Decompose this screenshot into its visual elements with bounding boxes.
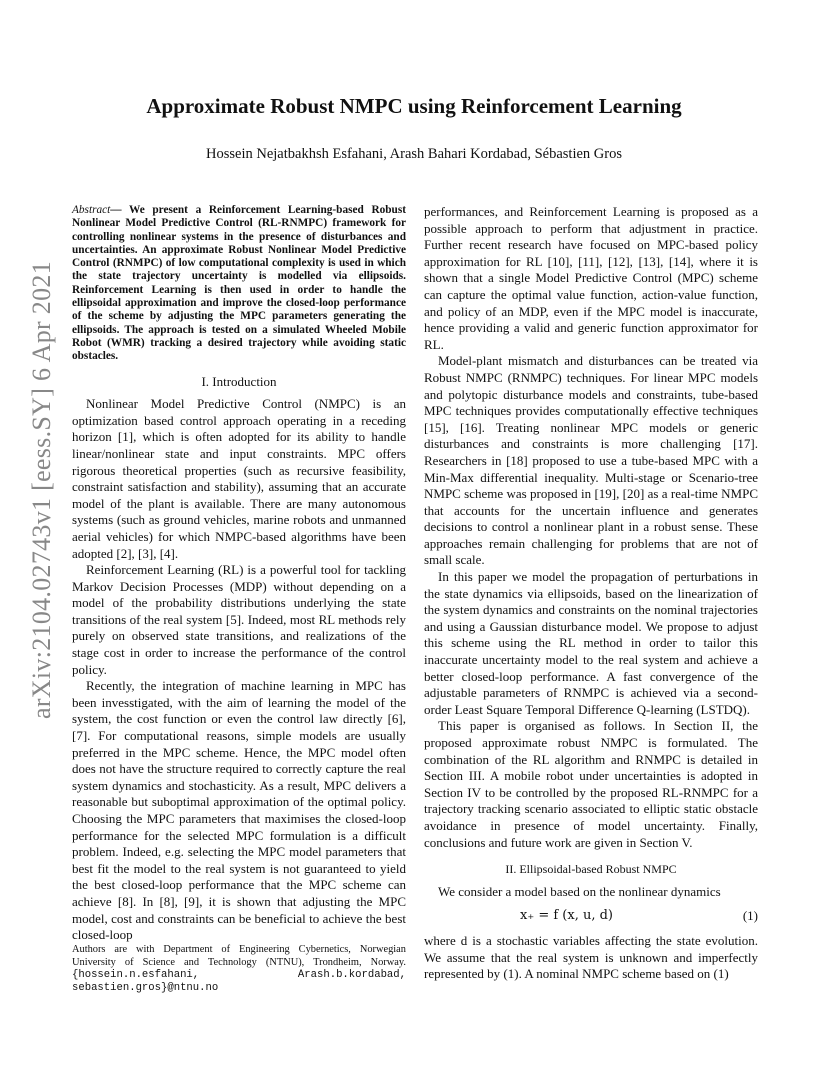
- arxiv-identifier-text: arXiv:2104.02743v1 [eess.SY] 6 Apr 2021: [27, 261, 56, 719]
- intro-paragraph-2: Reinforcement Learning (RL) is a powerful tool for tackling Markov Decision Processes (MDP) without depending on a model of the probability distributions underlying the state transitions of the real system [5]. Indeed, most RL methods rely purely on observed state transitions, and realizations of the stage cost in order to increase the performance of the control policy.: [72, 562, 406, 677]
- abstract-label: Abstract: [72, 204, 111, 216]
- intro-paragraph-5: In this paper we model the propagation of perturbations in the state dynamics via ellipsoids, based on the linearization of the system dynamics and constraints on the nominal trajectories and using a Gaussian disturbance model. We propose to adjust this scheme using the RL method in order to tailor this inaccurate uncertainty model to the real system and achieve a better closed-loop performance. A fast convergence of the adjustable parameters of RNMPC is achieved via a second-order Least Square Temporal Difference Q-learning (LSTDQ).: [424, 569, 758, 717]
- footnote-emails: {hossein.n.esfahani, Arash.b.kordabad, sebastien.gros}@ntnu.no: [72, 969, 406, 994]
- intro-paragraph-1: Nonlinear Model Predictive Control (NMPC) is an optimization based control approach operating in a receding horizon [1], which is often adopted for its ability to handle linear/nonlinear state and input constraints. MPC offers rigorous theoretical properties (such as recursive feasibility, constraint satisfaction and stability), assuming that an accurate model of the plant is available. There are many autonomous systems (such as ground vehicles, marine robots and unmanned aerial vehicles) for which NMPC-based algorithms have been adopted [2], [3], [4].: [72, 396, 406, 561]
- intro-paragraph-3: Recently, the integration of machine learning in MPC has been invesstigated, with the aim of learning the model of the system, the cost function or even the control law directly [6], [7]. For computational reasons, simple models are usually preferred in the MPC scheme. Hence, the MPC model often does not have the structure required to correctly capture the real system dynamics and stochasticity. As a result, MPC delivers a reasonable but suboptimal approximation of the optimal policy. Choosing the MPC parameters that maximises the closed-loop performance for the selected MPC formulation is a difficult problem. Indeed, e.g. selecting the MPC model parameters that best fit the model to the real system is not guaranteed to yield the best closed-loop performance that the MPC scheme can achieve [8]. In [8], [9], it is shown that adjusting the MPC model, cost and constraints can be beneficial to achieve the best closed-loop: [72, 678, 406, 943]
- intro-paragraph-4: Model-plant mismatch and disturbances can be treated via Robust NMPC (RNMPC) techniques. For linear MPC models and polytopic disturbance models and constraints, tube-based MPC techniques provides computationally effective techniques [15], [16]. Treating nonlinear MPC models or generic disturbances and constraints is more challenging [17]. Researchers in [18] proposed to use a tube-based MPC with a Min-Max differential inequality. Multi-stage or Scenario-tree NMPC scheme was proposed in [19], [20] as a real-time NMPC that accounts for the uncertain influence and generates decisions to control a nonlinear plant in a robust sense. These approaches remain challenging for problems that are not of small scale.: [424, 353, 758, 568]
- paper-title: Approximate Robust NMPC using Reinforcement Learning: [146, 94, 682, 118]
- section-heading-ellipsoidal: II. Ellipsoidal-based Robust NMPC: [505, 862, 677, 877]
- section2-paragraph: where d is a stochastic variables affecting the state evolution. We assume that the real system is unknown and imperfectly represented by (1). A nominal NMPC scheme based on (1): [424, 932, 758, 982]
- right-column: [424, 204, 758, 983]
- abstract-text: — We present a Reinforcement Learning-based Robust Nonlinear Model Predictive Control (RL-RNMPC) framework for controlling nonlinear systems in the presence of disturbances and uncertainties. An approximate Robust Nonlinear Model Predictive Control (RNMPC) of low computational complexity is used in which the state trajectory uncertainty is modelled via ellipsoids. Reinforcement Learning is then used in order to handle the ellipsoidal approximation and improve the closed-loop performance of the scheme by adjusting the MPC parameters generating the ellipsoids. The approach is tested on a simulated Wheeled Mobile Robot (WMR) tracking a desired trajectory while avoiding static obstacles.: [72, 204, 406, 363]
- intro-paragraph-6: This paper is organised as follows. In Section II, the proposed approximate robust NMPC is formulated. The combination of the RL algorithm and RNMPC is detailed in Section III. A mobile robot under uncertainties is adopted in Section IV to be controlled by the proposed RL-RNMPC for a trajectory tracking scenario associated to elliptic static obstacle avoidance in presence of model uncertainty. Finally, conclusions and future work are given in Section V.: [424, 718, 758, 850]
- section-heading-introduction: I. Introduction: [201, 373, 277, 389]
- abstract: [72, 204, 406, 364]
- author-footnote: [72, 944, 406, 994]
- section2-intro: We consider a model based on the nonlinear dynamics: [438, 883, 721, 899]
- intro-paragraph-3-continued: performances, and Reinforcement Learning is proposed as a possible approach to perform that adjustment in practice. Further recent research have focused on MPC-based policy approximation for RL [10], [11], [12], [13], [14], where it is shown that a single Model Predictive Control (MPC) scheme can capture the optimal value function, action-value function, and policy of an MDP, even if the MPC model is inaccurate, hence providing a valid and generic function approximator for RL.: [424, 204, 758, 352]
- left-column: [72, 204, 406, 944]
- equation-body: x₊ = f (x, u, d): [520, 908, 613, 924]
- footnote-affiliation: Authors are with Department of Engineering Cybernetics, Norwegian University of Science and Technology (NTNU), Trondheim, Norway.: [72, 944, 406, 968]
- arxiv-identifier: [22, 261, 62, 719]
- equation-1: [424, 908, 758, 925]
- paper-authors: Hossein Nejatbakhsh Esfahani, Arash Bahari Kordabad, Sébastien Gros: [206, 146, 622, 162]
- equation-number: (1): [742, 908, 758, 924]
